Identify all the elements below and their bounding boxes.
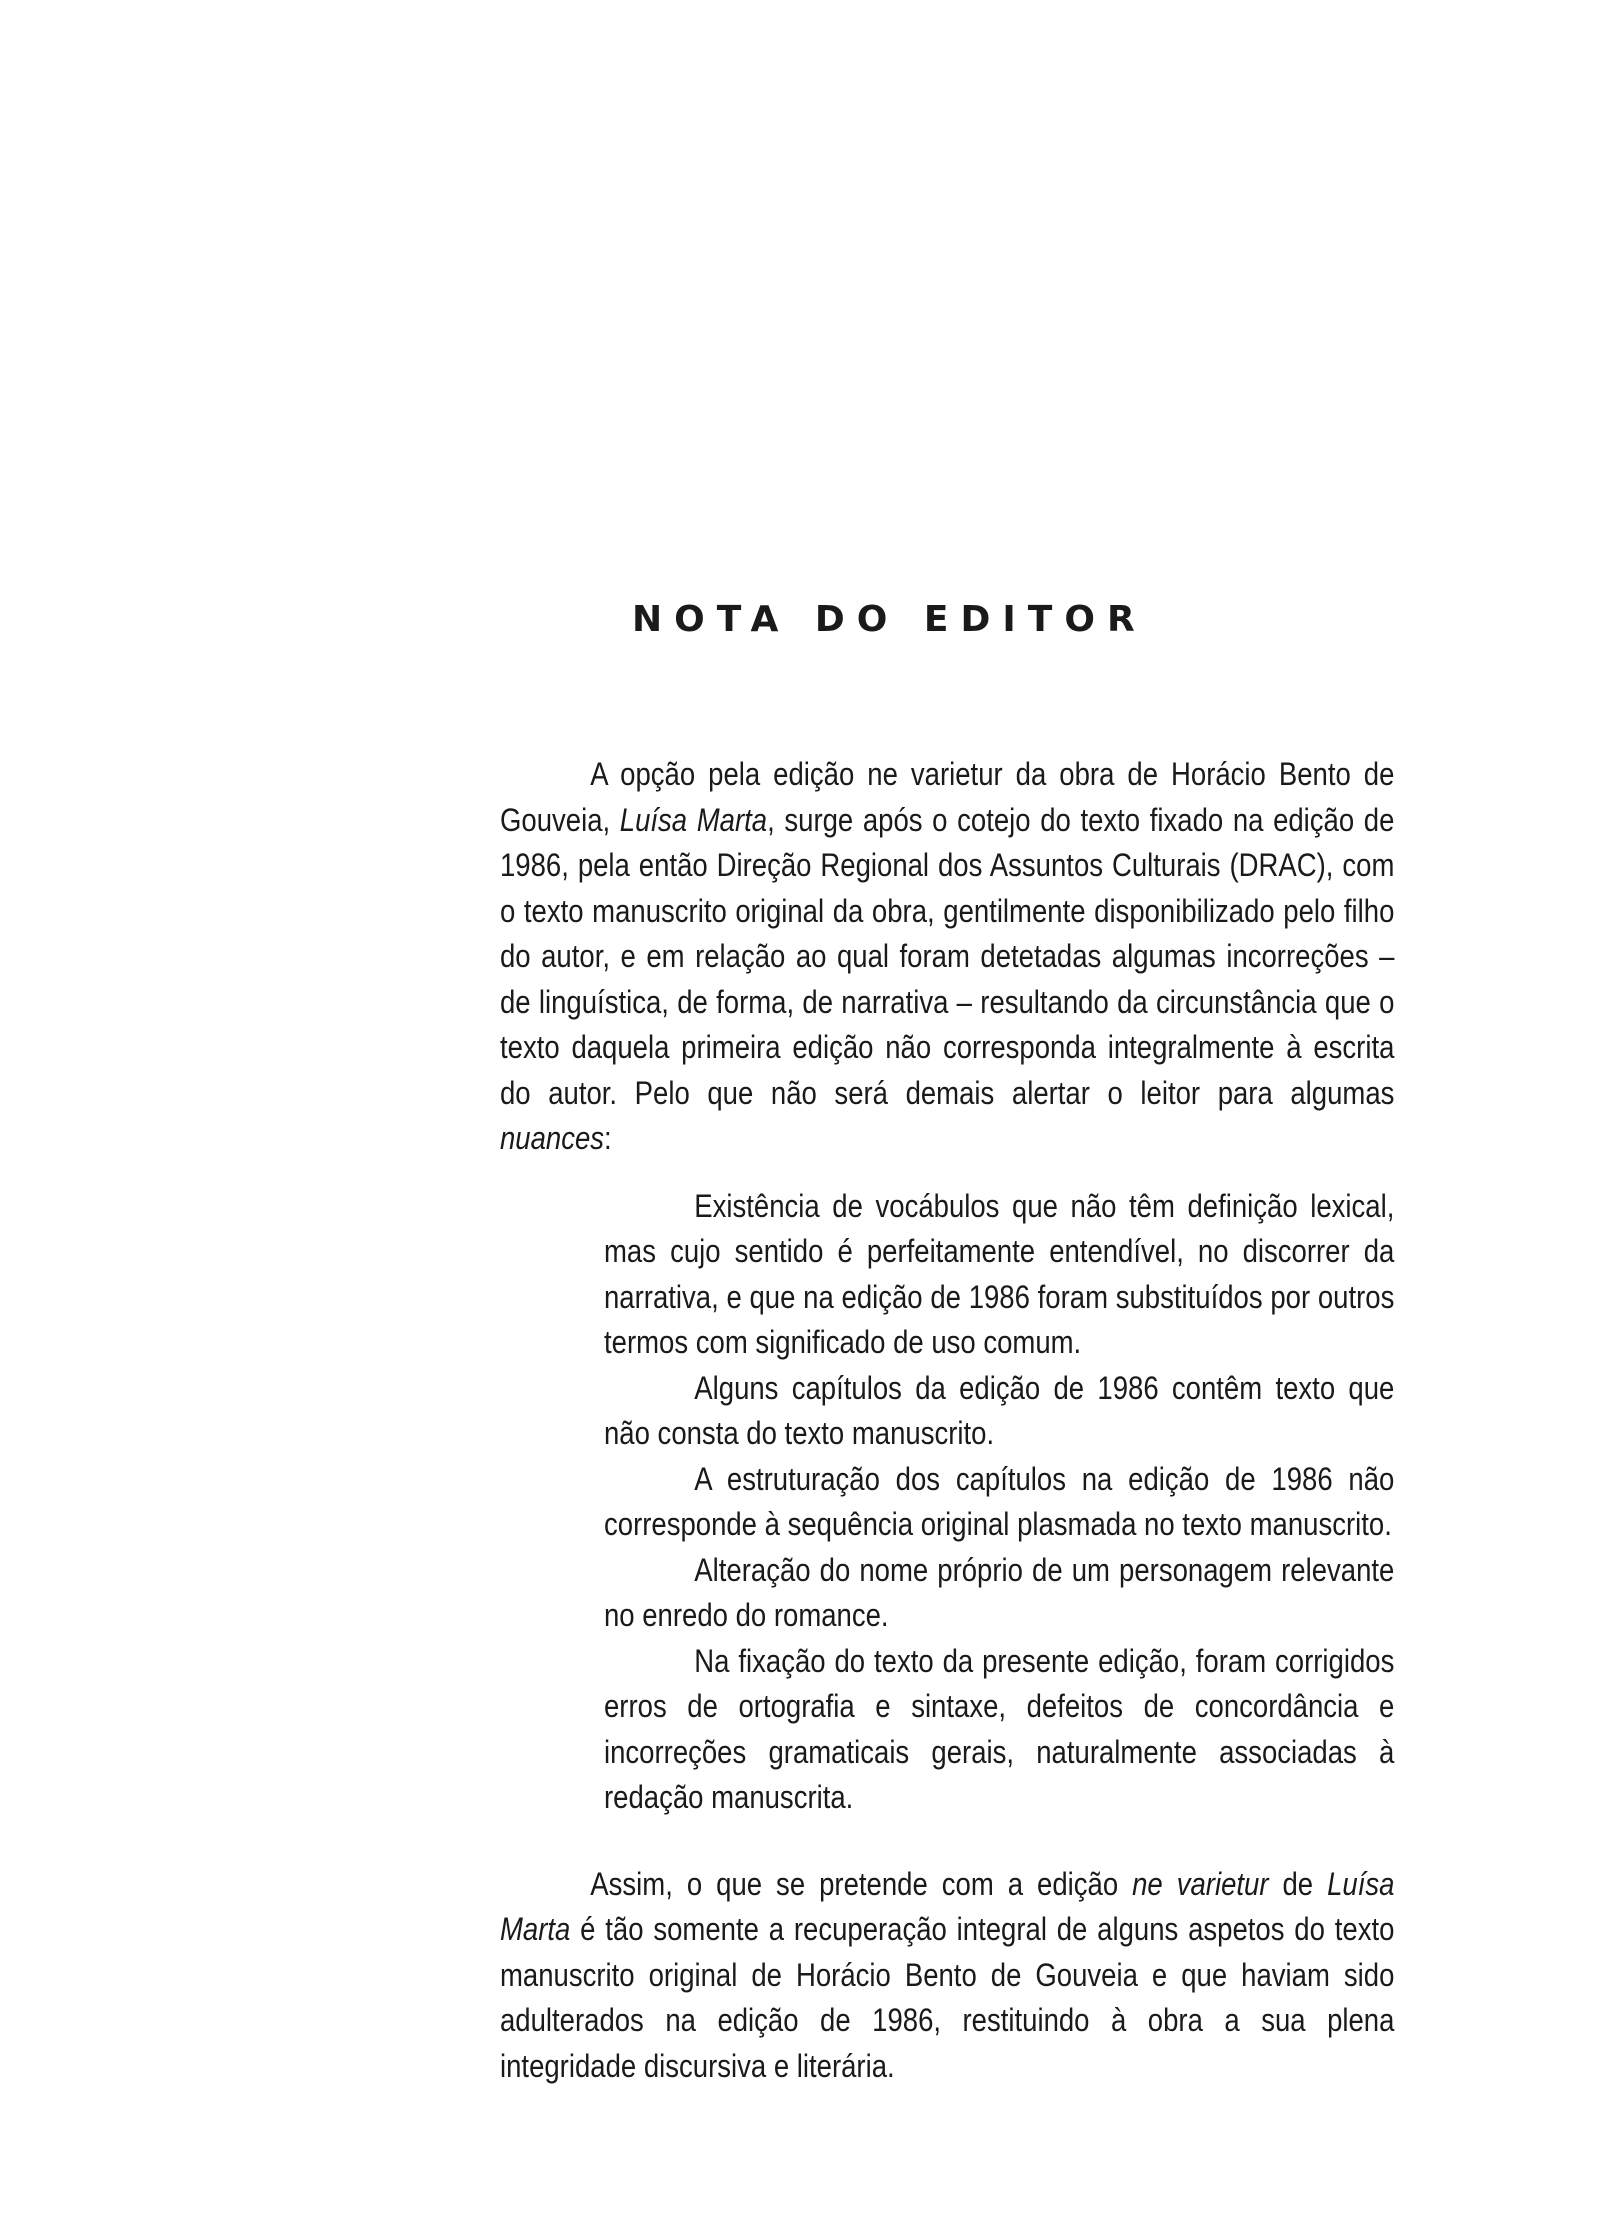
point-paragraph: Existência de vocábulos que não têm definição lexical, mas cujo sentido é perfeitamente entendível, no discorrer da narrativa, e que na edição de 1986 foram substituídos por outros termos com significado de uso comum. [604,1187,1395,1360]
point-paragraph: A estruturação dos capítulos na edição de 1986 não corresponde à sequência original plasmada no texto manuscrito. [604,1460,1395,1542]
nuances-word: nuances [500,1120,605,1156]
point-paragraph: Alguns capítulos da edição de 1986 contêm texto que não consta do texto manuscrito. [604,1369,1395,1451]
ne-varietur-phrase: ne varietur [1132,1865,1269,1902]
book-title: Luísa Marta [500,1865,1395,1947]
conclusion-paragraph [500,1862,1394,2090]
conclusion-text-1: Assim, o que se pretende com a edição [590,1865,1133,1902]
editor-note-body [500,752,1395,2089]
intro-paragraph [500,752,1394,1162]
intro-text-2: , surge após o cotejo do texto fixado na edição de 1986, pela então Direção Regional dos Assuntos Culturais (DRAC), com o texto manuscrito original da obra, gentilmente disponibilizado pelo filho do autor, e em relação ao qual foram detetadas algumas incorreções – de linguística, de forma, de narrativa – resultando da circunstância que o texto daquela primeira edição não corresponda integralmente à escrita do autor. Pelo que não será demais alertar o leitor para algumas [500,801,1395,1111]
book-title: Luísa Marta [619,801,768,838]
conclusion-text-2: de [1268,1865,1328,1902]
point-paragraph: Alteração do nome próprio de um personagem relevante no enredo do romance. [604,1551,1395,1633]
page-title: NOTA DO EDITOR [632,599,1147,640]
points-block [604,1184,1395,1821]
conclusion-text-3: é tão somente a recuperação integral de alguns aspetos do texto manuscrito original de Horácio Bento de Gouveia e que haviam sido adulterados na edição de 1986, restituindo à obra a sua plena integridade discursiva e literária. [500,1911,1395,2084]
point-paragraph: Na fixação do texto da presente edição, foram corrigidos erros de ortografia e sintaxe, defeitos de concordância e incorreções gramaticais gerais, naturalmente associadas à redação manuscrita. [604,1642,1395,1815]
intro-text-1: A opção pela edição ne varietur da obra de Horácio Bento de Gouveia, [500,756,1395,838]
intro-text-3: : [604,1120,612,1156]
